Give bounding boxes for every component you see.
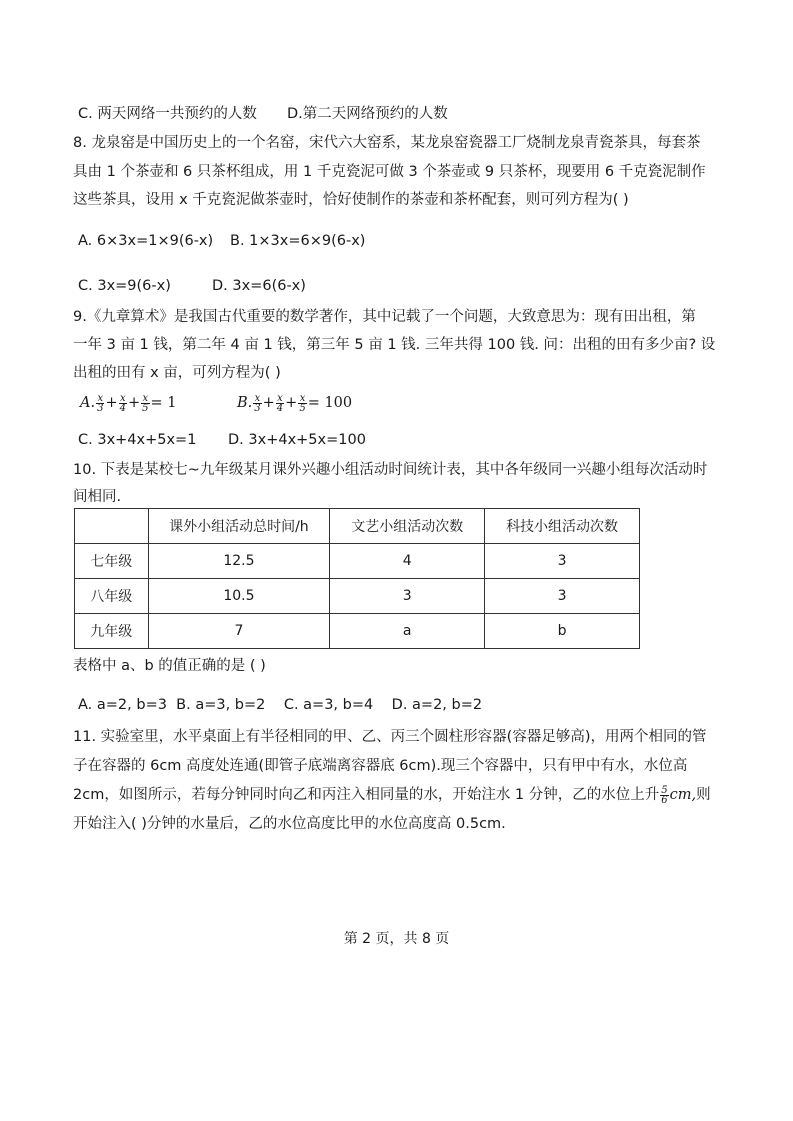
q9-option-b-label: B. xyxy=(237,395,253,411)
q9-line-2: 一年 3 亩 1 钱，第二年 4 亩 1 钱，第三年 5 亩 1 钱. 三年共得 100 钱. 问：出租的田有多少亩? 设 xyxy=(73,337,716,353)
table-cell: 七年级 xyxy=(75,544,149,579)
table-header-row xyxy=(75,509,640,544)
table-header-cell xyxy=(75,509,149,544)
fraction-x-4: $\frac{x}{4}$ xyxy=(119,392,126,414)
q9-option-a: A. $\frac{x}{3}$ + $\frac{x}{4}$ + $\frac{x}{5}$ = 1 xyxy=(80,392,177,414)
table-cell: b xyxy=(485,614,640,649)
table-header-cell: 科技小组活动次数 xyxy=(485,509,640,544)
q11-line-3-end: 则 xyxy=(696,787,711,803)
q11-line-1: 11. 实验室里，水平桌面上有半径相同的甲、乙、丙三个圆柱形容器(容器足够高)，用两个相同的管 xyxy=(73,729,707,745)
q9-option-a-label: A. xyxy=(80,395,96,411)
table-cell: 7 xyxy=(148,614,330,649)
table-cell: 3 xyxy=(485,544,640,579)
table-header-cell: 文艺小组活动次数 xyxy=(330,509,485,544)
q9-line-1: 9.《九章算术》是我国古代重要的数学著作，其中记载了一个问题，大致意思为：现有田出租，第 xyxy=(73,309,696,325)
q11-line-3-text: 2cm，如图所示，若每分钟同时向乙和丙注入相同量的水，开始注水 1 分钟，乙的水位上升 xyxy=(73,787,660,803)
fraction-x-5: $\frac{x}{5}$ xyxy=(299,392,306,414)
q11-unit: cm, xyxy=(669,787,697,803)
table-row xyxy=(75,544,640,579)
q9-option-d: D. 3x+4x+5x=100 xyxy=(228,432,366,448)
activity-stats-table xyxy=(74,508,640,649)
q10-line-2: 间相同. xyxy=(73,489,122,505)
table-row xyxy=(75,614,640,649)
q8-line-2: 具由 1 个茶壶和 6 只茶杯组成，用 1 千克瓷泥可做 3 个茶壶或 9 只茶杯，现要用 6 千克瓷泥制作 xyxy=(73,164,706,180)
q8-option-b: B. 1×3x=6×9(6-x) xyxy=(230,233,366,249)
q9-line-3: 出租的田有 x 亩，可列方程为( ) xyxy=(73,365,281,381)
fraction-x-4: $\frac{x}{4}$ xyxy=(276,392,284,414)
q8-option-a: A. 6×3x=1×9(6-x) xyxy=(78,233,214,249)
table-cell: 八年级 xyxy=(75,579,149,614)
q11-line-2: 子在容器的 6cm 高度处连通(即管子底端离容器底 6cm).现三个容器中，只有甲中有水，水位高 xyxy=(73,758,688,774)
table-cell: 3 xyxy=(485,579,640,614)
q8-line-3: 这些茶具，设用 x 千克瓷泥做茶壶时，恰好使制作的茶壶和茶杯配套，则可列方程为( ) xyxy=(73,192,629,208)
page-footer: 第 2 页，共 8 页 xyxy=(343,931,450,947)
table-row xyxy=(75,579,640,614)
fraction-x-3: $\frac{x}{3}$ xyxy=(97,392,104,414)
table-header-cell: 课外小组活动总时间/h xyxy=(148,509,330,544)
q10-line-1: 10. 下表是某校七~九年级某月课外兴趣小组活动时间统计表，其中各年级同一兴趣小组每次活动时 xyxy=(73,462,708,478)
q8-option-d: D. 3x=6(6-x) xyxy=(212,278,306,294)
q10-options: A. a=2, b=3 B. a=3, b=2 C. a=3, b=4 D. a=2, b=2 xyxy=(78,697,483,713)
q8-line-1: 8. 龙泉窑是中国历史上的一个名窑，宋代六大窑系，某龙泉窑瓷器工厂烧制龙泉青瓷茶具，每套茶 xyxy=(73,135,701,151)
table-cell: 3 xyxy=(330,579,485,614)
q9-option-c: C. 3x+4x+5x=1 xyxy=(78,432,197,448)
q8-option-c: C. 3x=9(6-x) xyxy=(78,278,171,294)
table-cell: 10.5 xyxy=(148,579,330,614)
fraction-x-3: $\frac{x}{3}$ xyxy=(254,392,261,414)
q7-option-d: D.第二天网络预约的人数 xyxy=(287,106,448,122)
q7-option-c: C. 两天网络一共预约的人数 xyxy=(78,106,257,122)
table-cell: a xyxy=(330,614,485,649)
q9-option-b: B. $\frac{x}{3}$ + $\frac{x}{4}$ + $\frac{x}{5}$ = 100 xyxy=(237,392,353,414)
fraction-5-6: $\frac{5}{6}$ xyxy=(661,784,668,806)
table-cell: 九年级 xyxy=(75,614,149,649)
table-cell: 12.5 xyxy=(148,544,330,579)
q11-line-4: 开始注入( )分钟的水量后，乙的水位高度比甲的水位高度高 0.5cm. xyxy=(73,816,506,832)
q11-line-3 xyxy=(73,783,723,807)
fraction-x-5: $\frac{x}{5}$ xyxy=(142,392,149,414)
table-cell: 4 xyxy=(330,544,485,579)
q10-question: 表格中 a、b 的值正确的是 ( ) xyxy=(73,658,266,674)
